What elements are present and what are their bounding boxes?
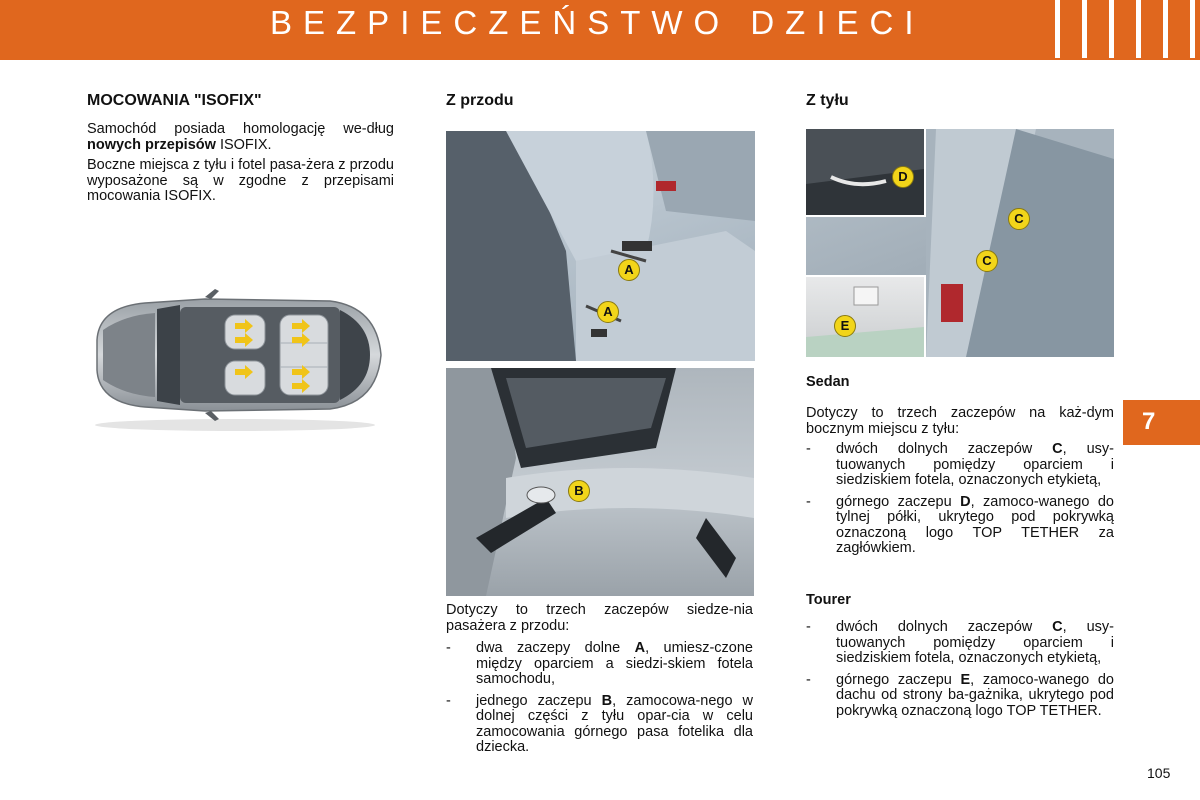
front-intro: Dotyczy to trzech zaczepów siedze-nia pasażera z przodu:	[446, 602, 753, 634]
header-stripe	[1109, 0, 1114, 58]
rear-seat-photo	[806, 129, 1114, 357]
callout-a-lower: A	[597, 301, 619, 323]
page-title: BEZPIECZEŃSTWO DZIECI	[270, 4, 925, 41]
header-stripe	[1082, 0, 1087, 58]
callout-b: B	[568, 480, 590, 502]
list-item: - jednego zaczepu B, zamocowa-nego w dolnej części z tyłu opar-cia w celu zamocowania górnego pasa fotelika dla dziecka.	[446, 692, 754, 755]
page-number: 105	[1147, 765, 1171, 781]
front-anchor-list	[446, 641, 753, 762]
header-stripe	[1055, 0, 1060, 58]
sedan-heading: Sedan	[806, 374, 850, 390]
side-seats-paragraph: Boczne miejsca z tyłu i fotel pasa-żera z przodu wyposażone są w zgodne z przepisami mocowania ISOFIX.	[87, 157, 394, 204]
front-seat-photo	[446, 131, 755, 361]
sedan-anchor-list	[806, 442, 1114, 563]
callout-c-upper: C	[1008, 208, 1030, 230]
list-item: - dwa zaczepy dolne A, umiesz-czone między oparciem a siedzi-skiem fotela samochodu,	[446, 640, 753, 687]
callout-d: D	[892, 166, 914, 188]
homologation-paragraph: Samochód posiada homologację we-dług nowych przepisów ISOFIX.	[87, 121, 394, 153]
page-header	[0, 0, 1200, 60]
sedan-intro: Dotyczy to trzech zaczepów na każ-dym bocznym miejscu z tyłu:	[806, 405, 1114, 437]
chapter-tab[interactable]	[1123, 400, 1200, 445]
seat-bottom-anchor-photo	[446, 368, 754, 596]
header-stripe	[1136, 0, 1141, 58]
list-item: - dwóch dolnych zaczepów C, usy-tuowanych pomiędzy oparciem i siedziskiem fotela, oznaczonych etykietą,	[806, 619, 1114, 666]
chapter-number: 7	[1142, 408, 1156, 435]
callout-a-upper: A	[618, 259, 640, 281]
front-heading: Z przodu	[446, 92, 514, 109]
car-top-view-illustration	[85, 285, 385, 435]
rear-heading: Z tyłu	[806, 92, 849, 109]
callout-e: E	[834, 315, 856, 337]
inset-roof-photo	[806, 275, 926, 357]
header-stripe	[1163, 0, 1168, 58]
list-item: - górnego zaczepu D, zamoco-wanego do tylnej półki, ukrytego pod pokrywką oznaczoną logo TOP TETHER za zagłówkiem.	[806, 493, 1114, 556]
header-stripe	[1190, 0, 1195, 58]
list-item: - dwóch dolnych zaczepów C, usy-tuowanych pomiędzy oparciem i siedziskiem fotela, oznaczonych etykietą,	[806, 441, 1114, 488]
tourer-heading: Tourer	[806, 592, 851, 608]
isofix-heading: MOCOWANIA "ISOFIX"	[87, 92, 262, 109]
tourer-anchor-list	[806, 620, 1114, 725]
callout-c-lower: C	[976, 250, 998, 272]
list-item: - górnego zaczepu E, zamoco-wanego do dachu od strony ba-gażnika, ukrytego pod pokrywką oznaczoną logo TOP TETHER.	[806, 671, 1114, 719]
